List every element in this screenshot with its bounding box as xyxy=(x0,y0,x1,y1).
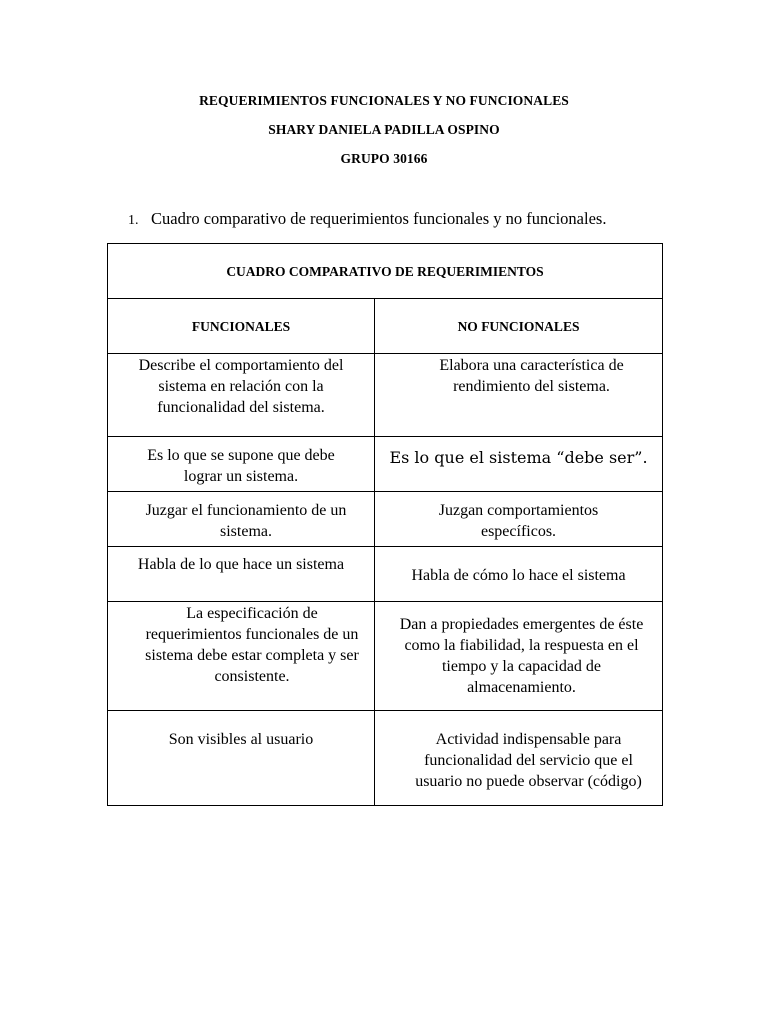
table-cell-no-funcional: Dan a propiedades emergentes de éste como la fiabilidad, la respuesta en el tiempo y la capacidad de almacenamiento. xyxy=(375,602,663,711)
table-row xyxy=(108,602,663,711)
column-header-no-funcionales: NO FUNCIONALES xyxy=(375,299,663,354)
table-cell-no-funcional: Actividad indispensable para funcionalidad del servicio que el usuario no puede observar (código) xyxy=(375,711,663,806)
table-cell-no-funcional: Es lo que el sistema “debe ser”. xyxy=(375,437,663,492)
table-cell-funcional: Habla de lo que hace un sistema xyxy=(108,547,375,602)
group-label: GRUPO 30166 xyxy=(340,151,428,166)
table-cell-funcional: Juzgar el funcionamiento de un sistema. xyxy=(108,492,375,547)
author-name: SHARY DANIELA PADILLA OSPINO xyxy=(268,122,500,137)
table-row xyxy=(108,711,663,806)
list-item xyxy=(128,209,606,229)
list-item-text: Cuadro comparativo de requerimientos funcionales y no funcionales. xyxy=(151,209,607,228)
table-row xyxy=(108,547,663,602)
table-title: CUADRO COMPARATIVO DE REQUERIMIENTOS xyxy=(108,244,663,299)
table-row xyxy=(108,437,663,492)
table-cell-funcional: La especificación de requerimientos funcionales de un sistema debe estar completa y ser consistente. xyxy=(108,602,375,711)
table-row xyxy=(108,354,663,437)
table-cell-funcional: Describe el comportamiento del sistema en relación con la funcionalidad del sistema. xyxy=(108,354,375,437)
table-cell-no-funcional: Habla de cómo lo hace el sistema xyxy=(375,547,663,602)
table-cell-no-funcional: Juzgan comportamientos específicos. xyxy=(375,492,663,547)
table-row xyxy=(108,492,663,547)
table-cell-funcional: Es lo que se supone que debe lograr un sistema. xyxy=(108,437,375,492)
document-title: REQUERIMIENTOS FUNCIONALES Y NO FUNCIONALES xyxy=(199,93,569,108)
column-header-funcionales: FUNCIONALES xyxy=(108,299,375,354)
comparison-table xyxy=(107,243,663,806)
table-cell-no-funcional: Elabora una característica de rendimiento del sistema. xyxy=(375,354,663,437)
table-cell-funcional: Son visibles al usuario xyxy=(108,711,375,806)
list-item-number: 1. xyxy=(128,213,139,228)
